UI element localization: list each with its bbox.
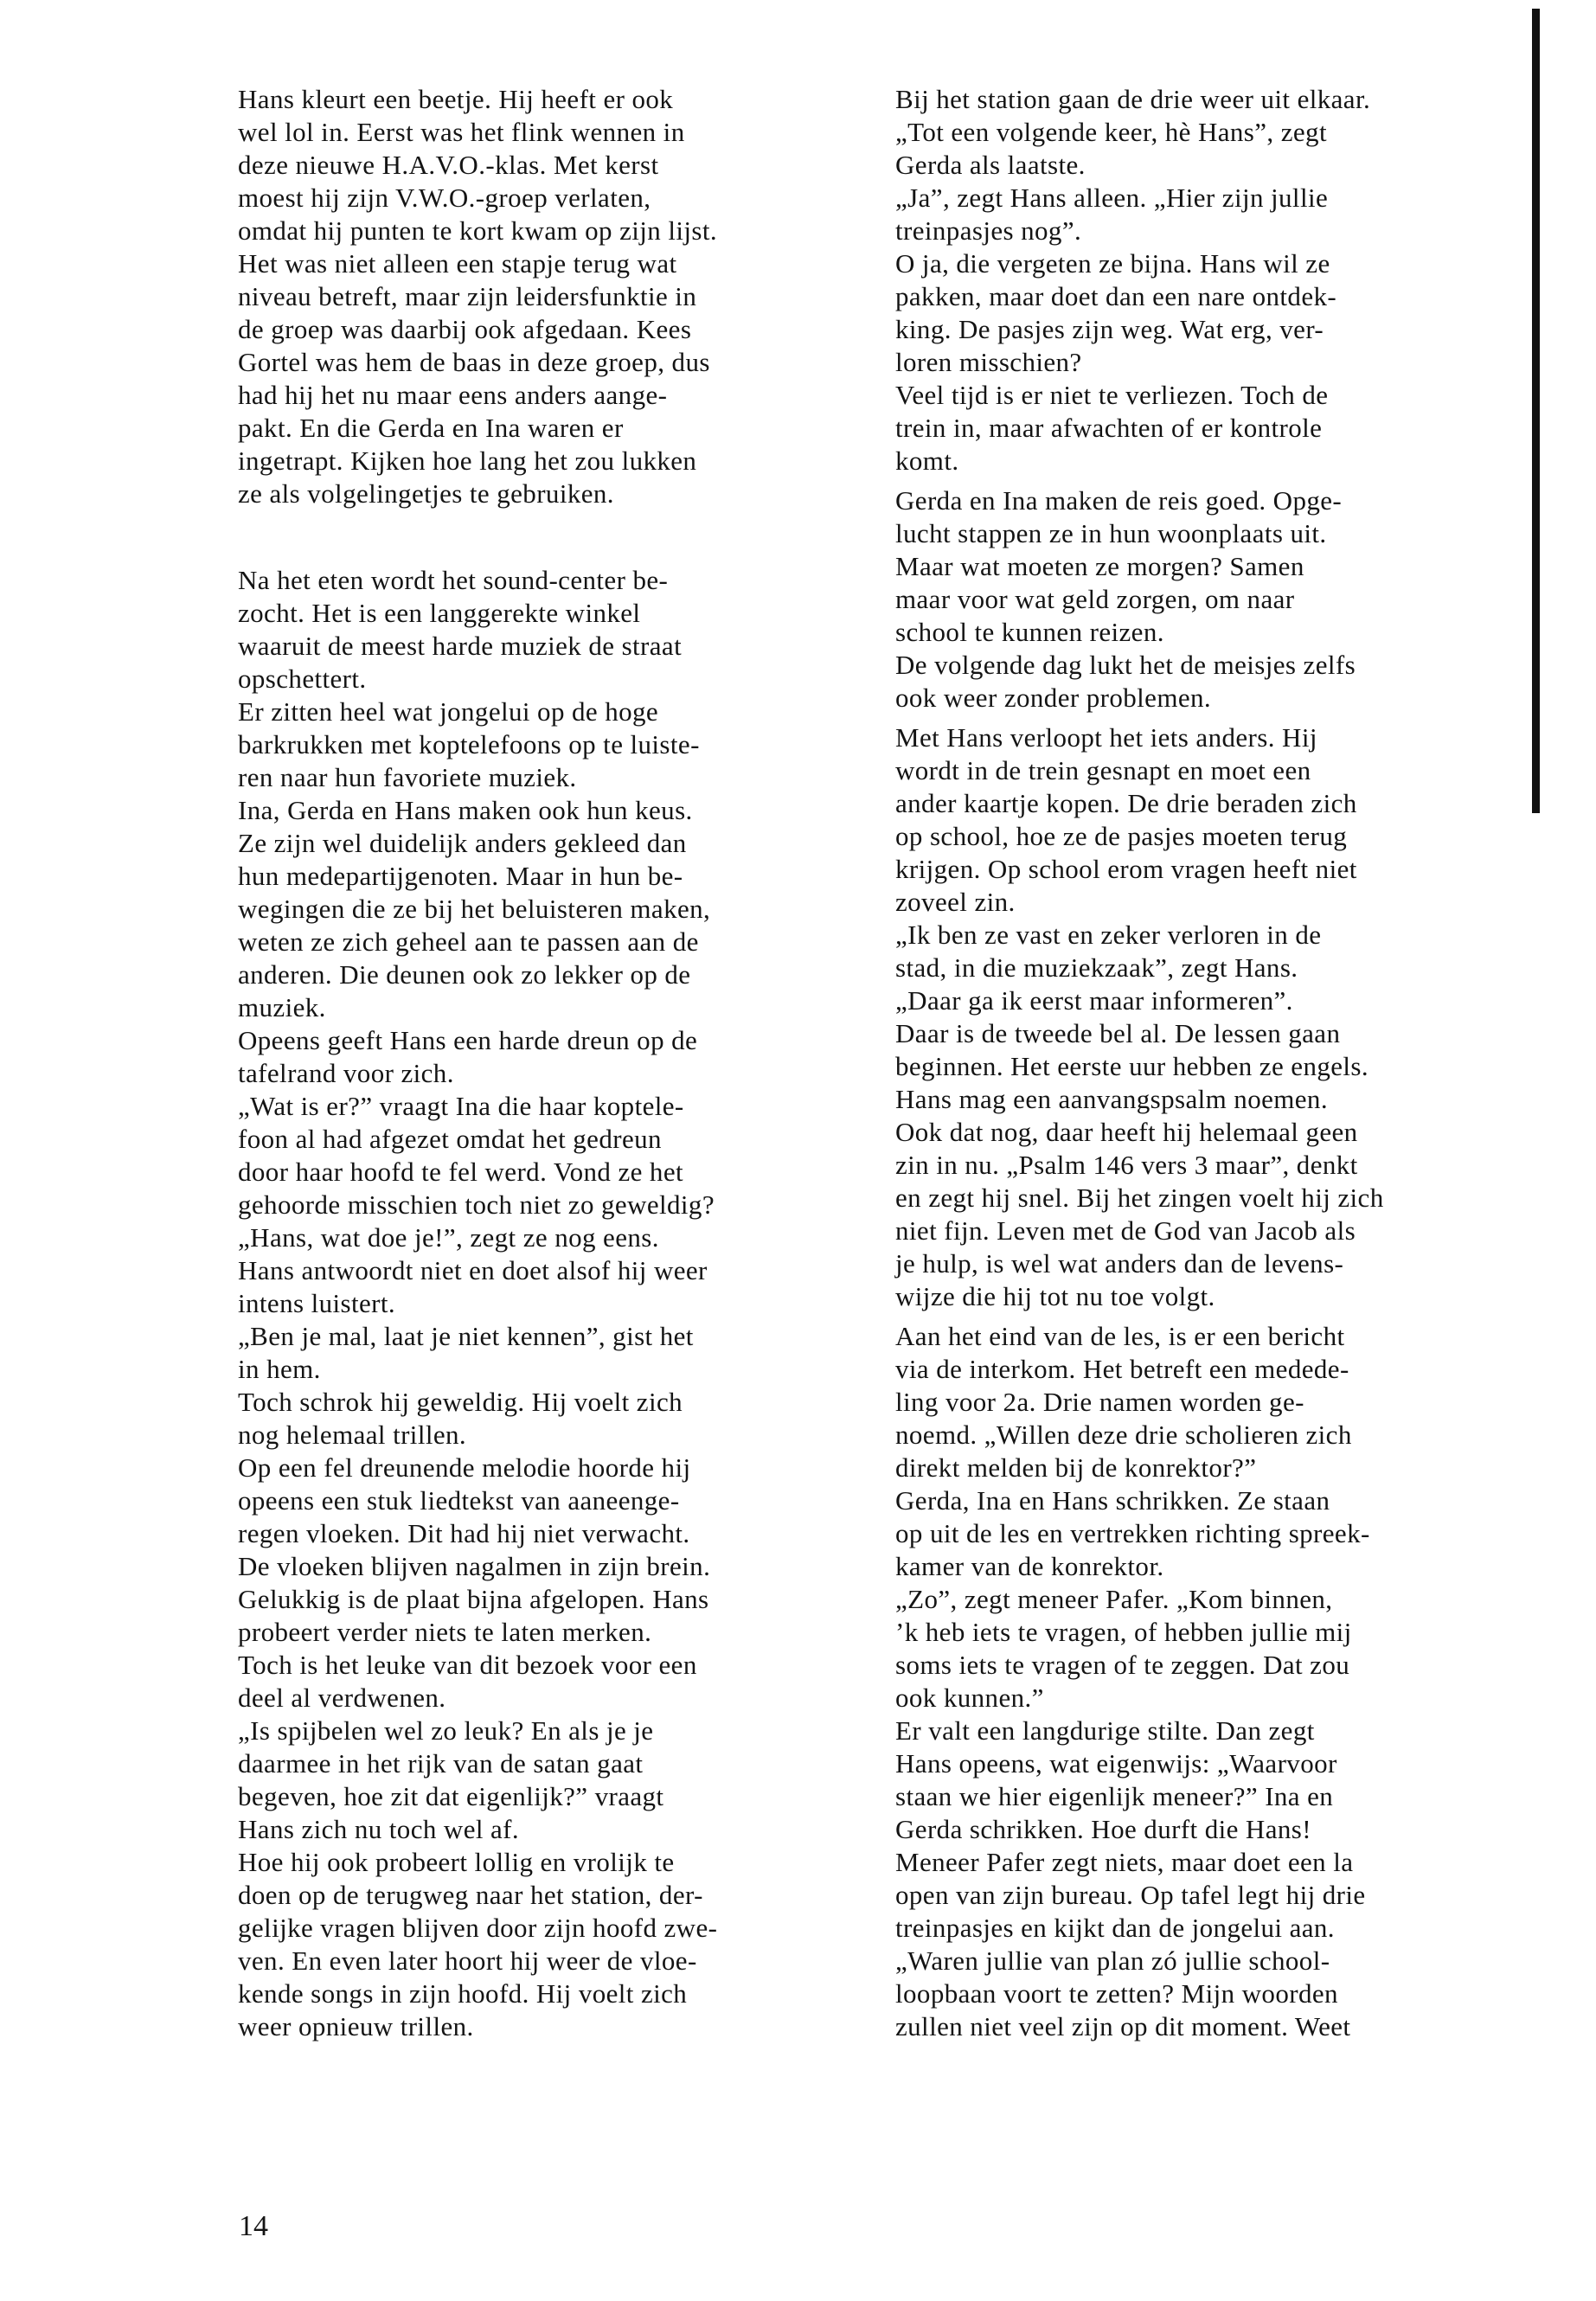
text-line: Bij het station gaan de drie weer uit elkaar.: [895, 84, 1371, 114]
text-line: „Ja”, zegt Hans alleen. „Hier zijn jullie: [895, 183, 1329, 213]
text-line: king. De pasjes zijn weg. Wat erg, ver-: [895, 314, 1324, 344]
text-line: muziek.: [238, 992, 326, 1022]
text-line: wijze die hij tot nu toe volgt.: [895, 1281, 1215, 1311]
text-line: Maar wat moeten ze morgen? Samen: [895, 551, 1304, 581]
text-line: Het was niet alleen een stapje terug wat: [238, 248, 677, 279]
text-line: pakt. En die Gerda en Ina waren er: [238, 413, 624, 443]
text-line: opeens een stuk liedtekst van aaneenge-: [238, 1485, 680, 1516]
text-line: lucht stappen ze in hun woonplaats uit.: [895, 518, 1327, 548]
text-line: zullen niet veel zijn op dit moment. Weet: [895, 2011, 1351, 2041]
paragraph: [895, 1320, 1492, 2043]
text-line: Hoe hij ook probeert lollig en vrolijk te: [238, 1847, 675, 1877]
text-line: zocht. Het is een langgerekte winkel: [238, 598, 641, 628]
right-text-column: [895, 83, 1492, 2043]
text-line: omdat hij punten te kort kwam op zijn lijst.: [238, 215, 717, 246]
text-line: Hans mag een aanvangspsalm noemen.: [895, 1084, 1328, 1114]
text-line: intens luistert.: [238, 1288, 396, 1318]
text-line: O ja, die vergeten ze bijna. Hans wil ze: [895, 248, 1330, 279]
text-line: stad, in die muziekzaak”, zegt Hans.: [895, 952, 1298, 983]
text-line: trein in, maar afwachten of er kontrole: [895, 413, 1323, 443]
text-line: opschettert.: [238, 663, 367, 694]
text-line: ven. En even later hoort hij weer de vloe-: [238, 1945, 697, 1976]
text-line: weer opnieuw trillen.: [238, 2011, 474, 2041]
text-line: had hij het nu maar eens anders aange-: [238, 380, 668, 410]
text-line: treinpasjes en kijkt dan de jongelui aan.: [895, 1913, 1335, 1943]
text-line: De volgende dag lukt het de meisjes zelfs: [895, 650, 1356, 680]
text-line: open van zijn bureau. Op tafel legt hij drie: [895, 1880, 1366, 1910]
text-line: hun medepartijgenoten. Maar in hun be-: [238, 861, 683, 891]
text-line: ook weer zonder problemen.: [895, 683, 1212, 713]
text-line: nog helemaal trillen.: [238, 1420, 467, 1450]
page-number: 14: [239, 2210, 268, 2242]
text-line: je hulp, is wel wat anders dan de levens-: [895, 1248, 1344, 1279]
text-line: in hem.: [238, 1354, 321, 1384]
text-line: foon al had afgezet omdat het gedreun: [238, 1124, 662, 1154]
text-line: beginnen. Het eerste uur hebben ze engels.: [895, 1051, 1369, 1081]
text-line: ling voor 2a. Drie namen worden ge-: [895, 1387, 1304, 1417]
text-line: Gerda en Ina maken de reis goed. Opge-: [895, 485, 1343, 516]
text-line: doen op de terugweg naar het station, der-: [238, 1880, 703, 1910]
text-line: anderen. Die deunen ook zo lekker op de: [238, 959, 691, 990]
text-line: komt.: [895, 445, 959, 476]
text-line: Ook dat nog, daar heeft hij helemaal geen: [895, 1117, 1358, 1147]
text-line: via de interkom. Het betreft een medede-: [895, 1354, 1349, 1384]
text-line: maar voor wat geld zorgen, om naar: [895, 584, 1295, 614]
text-line: „Daar ga ik eerst maar informeren”.: [895, 985, 1293, 1016]
text-line: „Is spijbelen wel zo leuk? En als je je: [238, 1715, 654, 1746]
text-line: treinpasjes nog”.: [895, 215, 1082, 246]
text-line: Meneer Pafer zegt niets, maar doet een la: [895, 1847, 1354, 1877]
text-line: soms iets te vragen of te zeggen. Dat zou: [895, 1650, 1350, 1680]
left-text-column: [238, 83, 835, 2043]
text-line: loopbaan voort te zetten? Mijn woorden: [895, 1978, 1338, 2009]
text-line: Hans antwoordt niet en doet alsof hij weer: [238, 1255, 708, 1285]
text-line: barkrukken met koptelefoons op te luiste-: [238, 729, 700, 760]
text-line: probeert verder niets te laten merken.: [238, 1617, 652, 1647]
text-line: „Ben je mal, laat je niet kennen”, gist het: [238, 1321, 694, 1351]
text-line: Opeens geeft Hans een harde dreun op de: [238, 1025, 698, 1055]
text-line: deze nieuwe H.A.V.O.-klas. Met kerst: [238, 150, 659, 180]
text-line: „Wat is er?” vraagt Ina die haar koptele-: [238, 1091, 684, 1121]
text-line: de groep was daarbij ook afgedaan. Kees: [238, 314, 692, 344]
text-line: Er valt een langdurige stilte. Dan zegt: [895, 1715, 1315, 1746]
text-line: wegingen die ze bij het beluisteren maken,: [238, 894, 711, 924]
text-line: ze als volgelingetjes te gebruiken.: [238, 478, 614, 509]
text-line: gelijke vragen blijven door zijn hoofd zwe-: [238, 1913, 718, 1943]
text-line: daarmee in het rijk van de satan gaat: [238, 1748, 644, 1779]
text-line: zin in nu. „Psalm 146 vers 3 maar”, denkt: [895, 1150, 1358, 1180]
text-line: Gelukkig is de plaat bijna afgelopen. Hans: [238, 1584, 709, 1614]
text-line: op school, hoe ze de pasjes moeten terug: [895, 821, 1348, 851]
text-line: „Waren jullie van plan zó jullie school-: [895, 1945, 1330, 1976]
text-line: ook kunnen.”: [895, 1682, 1044, 1713]
text-line: waaruit de meest harde muziek de straat: [238, 631, 683, 661]
text-line: ren naar hun favoriete muziek.: [238, 762, 577, 792]
text-line: Daar is de tweede bel al. De lessen gaan: [895, 1018, 1341, 1048]
text-line: „Zo”, zegt meneer Pafer. „Kom binnen,: [895, 1584, 1333, 1614]
text-line: ingetrapt. Kijken hoe lang het zou lukken: [238, 445, 697, 476]
text-line: begeven, hoe zit dat eigenlijk?” vraagt: [238, 1781, 664, 1811]
text-line: „Tot een volgende keer, hè Hans”, zegt: [895, 117, 1327, 147]
text-line: en zegt hij snel. Bij het zingen voelt hij zich: [895, 1183, 1384, 1213]
text-line: weten ze zich geheel aan te passen aan de: [238, 926, 699, 957]
text-line: krijgen. Op school erom vragen heeft niet: [895, 854, 1357, 884]
text-line: zoveel zin.: [895, 887, 1016, 917]
text-line: direkt melden bij de konrektor?”: [895, 1452, 1257, 1483]
text-line: moest hij zijn V.W.O.-groep verlaten,: [238, 183, 651, 213]
text-line: Met Hans verloopt het iets anders. Hij: [895, 722, 1317, 753]
text-line: Ze zijn wel duidelijk anders gekleed dan: [238, 828, 687, 858]
text-line: deel al verdwenen.: [238, 1682, 446, 1713]
text-line: Gortel was hem de baas in deze groep, dus: [238, 347, 710, 377]
text-line: wordt in de trein gesnapt en moet een: [895, 755, 1311, 785]
paragraph: [895, 484, 1492, 715]
text-line: „Hans, wat doe je!”, zegt ze nog eens.: [238, 1222, 659, 1253]
text-line: staan we hier eigenlijk meneer?” Ina en: [895, 1781, 1334, 1811]
text-line: op uit de les en vertrekken richting spreek-: [895, 1518, 1370, 1548]
text-line: gehoorde misschien toch niet zo geweldig?: [238, 1189, 715, 1220]
page-edge-bar: [1532, 9, 1540, 813]
paragraph: [895, 83, 1492, 478]
text-line: „Ik ben ze vast en zeker verloren in de: [895, 920, 1322, 950]
text-line: Veel tijd is er niet te verliezen. Toch de: [895, 380, 1329, 410]
text-line: loren misschien?: [895, 347, 1082, 377]
paragraph: [895, 721, 1492, 1313]
text-line: Er zitten heel wat jongelui op de hoge: [238, 696, 659, 727]
text-line: Gerda als laatste.: [895, 150, 1086, 180]
text-line: noemd. „Willen deze drie scholieren zich: [895, 1420, 1352, 1450]
text-line: ander kaartje kopen. De drie beraden zich: [895, 788, 1357, 818]
text-line: Ina, Gerda en Hans maken ook hun keus.: [238, 795, 693, 825]
text-line: school te kunnen reizen.: [895, 617, 1164, 647]
text-line: De vloeken blijven nagalmen in zijn brein.: [238, 1551, 711, 1581]
text-line: Gerda, Ina en Hans schrikken. Ze staan: [895, 1485, 1330, 1516]
text-line: wel lol in. Eerst was het flink wennen in: [238, 117, 685, 147]
text-line: pakken, maar doet dan een nare ontdek-: [895, 281, 1337, 311]
text-line: niveau betreft, maar zijn leidersfunktie in: [238, 281, 697, 311]
text-line: Hans kleurt een beetje. Hij heeft er ook: [238, 84, 674, 114]
text-line: Hans zich nu toch wel af.: [238, 1814, 520, 1844]
text-line: niet fijn. Leven met de God van Jacob als: [895, 1215, 1356, 1246]
text-line: Gerda schrikken. Hoe durft die Hans!: [895, 1814, 1311, 1844]
text-line: Op een fel dreunende melodie hoorde hij: [238, 1452, 691, 1483]
text-line: Aan het eind van de les, is er een bericht: [895, 1321, 1345, 1351]
text-line: Toch schrok hij geweldig. Hij voelt zich: [238, 1387, 683, 1417]
text-line: door haar hoofd te fel werd. Vond ze het: [238, 1157, 683, 1187]
text-line: ’k heb iets te vragen, of hebben jullie mij: [895, 1617, 1352, 1647]
text-line: tafelrand voor zich.: [238, 1058, 454, 1088]
text-line: kende songs in zijn hoofd. Hij voelt zich: [238, 1978, 688, 2009]
text-line: Na het eten wordt het sound-center be-: [238, 565, 669, 595]
paragraph: [238, 564, 835, 2043]
paragraph: [238, 83, 835, 510]
text-line: regen vloeken. Dit had hij niet verwacht.: [238, 1518, 690, 1548]
text-line: kamer van de konrektor.: [895, 1551, 1164, 1581]
text-line: Toch is het leuke van dit bezoek voor een: [238, 1650, 697, 1680]
text-line: Hans opeens, wat eigenwijs: „Waarvoor: [895, 1748, 1337, 1779]
